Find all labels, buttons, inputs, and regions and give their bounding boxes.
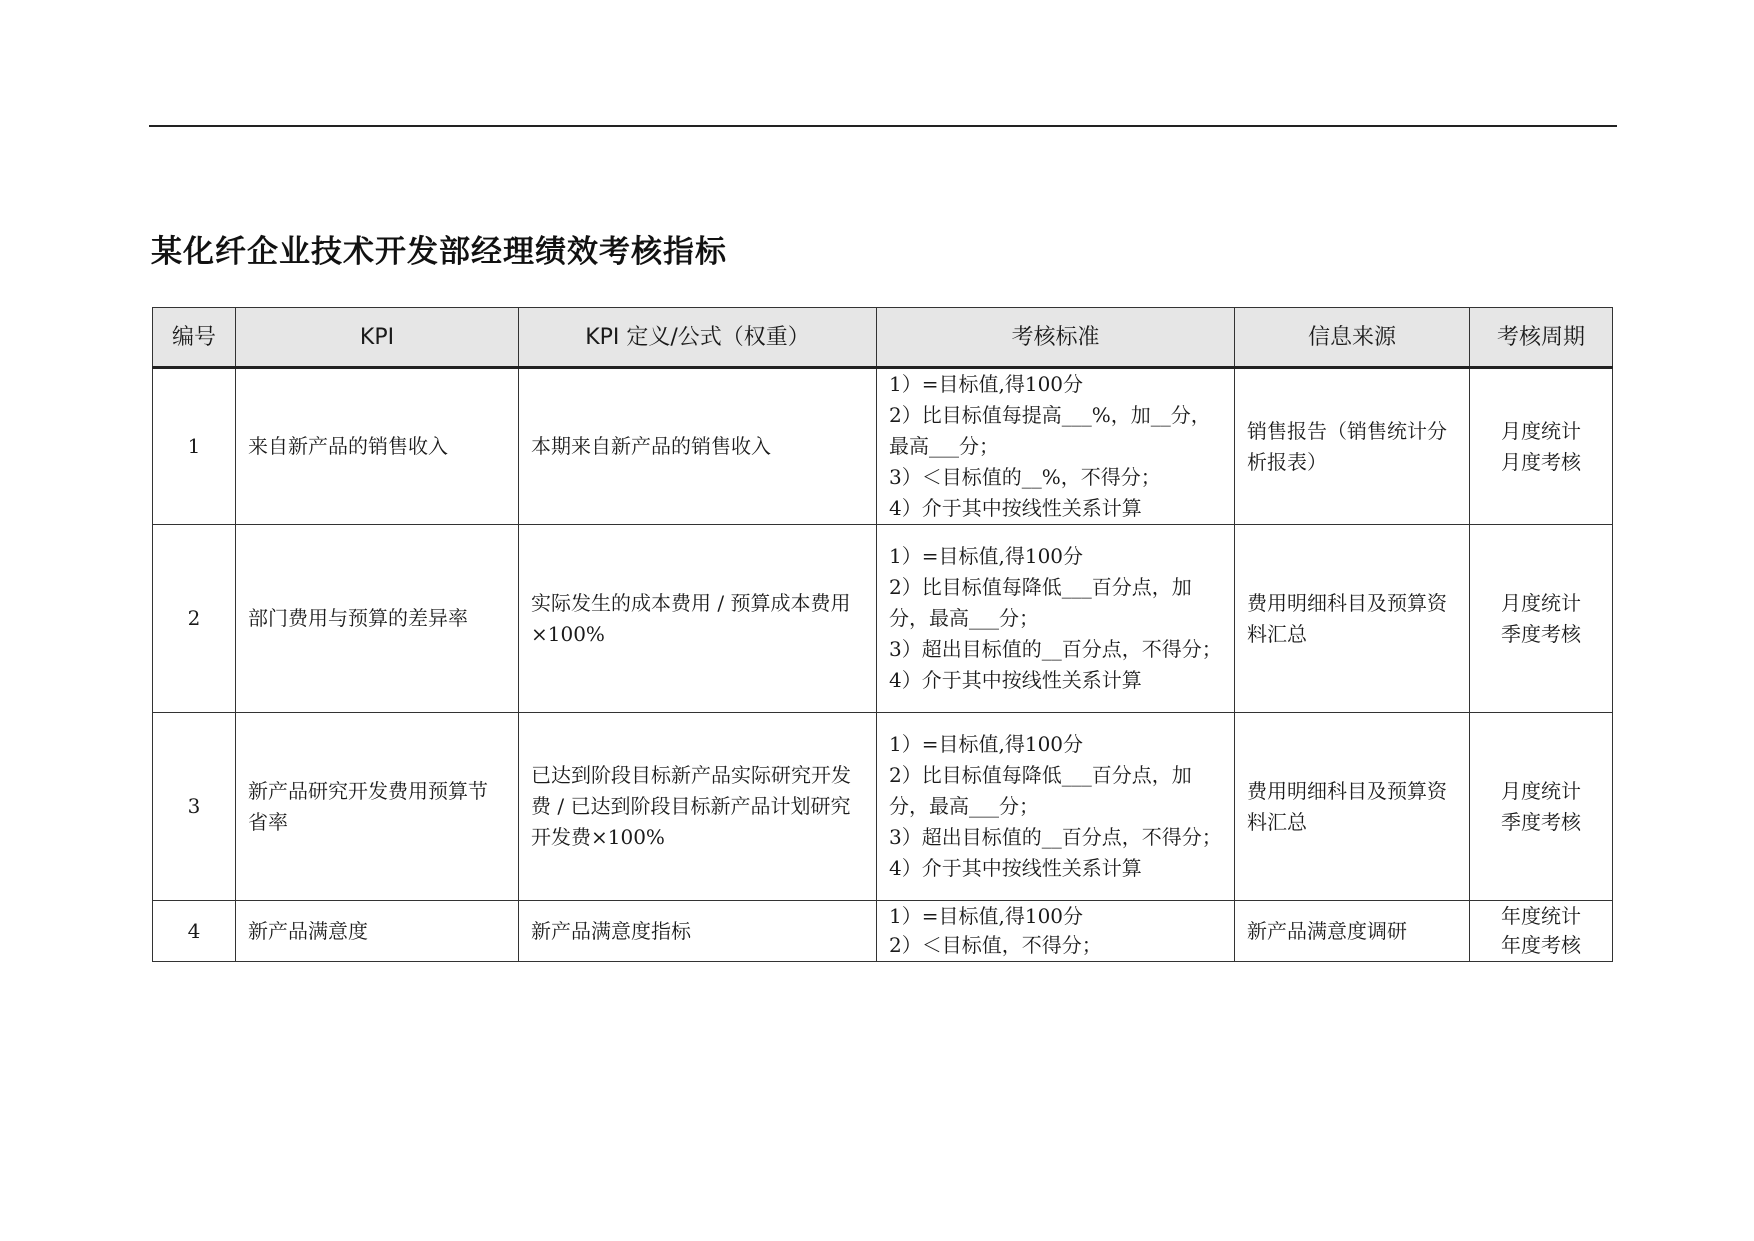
kpi-name: 新产品满意度 xyxy=(236,901,519,962)
table-row xyxy=(153,713,1613,901)
standard-line: 4）介于其中按线性关系计算 xyxy=(889,856,1142,880)
assessment-cycle xyxy=(1470,525,1613,713)
assessment-standard xyxy=(877,713,1235,901)
cycle-assess: 月度考核 xyxy=(1501,449,1581,474)
standard-line: 3）超出目标值的__百分点，不得分； xyxy=(889,825,1222,849)
row-number: 1 xyxy=(153,368,236,525)
standard-line: 2）比目标值每降低___百分点，加分，最高___分； xyxy=(889,575,1192,630)
table-row xyxy=(153,901,1613,962)
row-number: 2 xyxy=(153,525,236,713)
table-row xyxy=(153,525,1613,713)
kpi-table xyxy=(152,307,1613,962)
kpi-name: 新产品研究开发费用预算节省率 xyxy=(236,713,519,901)
table-row xyxy=(153,368,1613,525)
standard-line: 4）介于其中按线性关系计算 xyxy=(889,496,1142,520)
kpi-name: 部门费用与预算的差异率 xyxy=(236,525,519,713)
cycle-stat: 月度统计 xyxy=(1501,418,1581,443)
row-number: 3 xyxy=(153,713,236,901)
info-source: 新产品满意度调研 xyxy=(1235,901,1470,962)
cycle-assess: 季度考核 xyxy=(1501,621,1581,646)
standard-line: 1）=目标值,得100分 xyxy=(889,372,1084,396)
info-source: 费用明细科目及预算资料汇总 xyxy=(1235,525,1470,713)
assessment-cycle xyxy=(1470,901,1613,962)
assessment-standard xyxy=(877,368,1235,525)
kpi-definition: 本期来自新产品的销售收入 xyxy=(519,368,877,525)
standard-line: 最高___分； xyxy=(889,434,999,458)
header-standard: 考核标准 xyxy=(877,308,1235,368)
header-kpi: KPI xyxy=(236,308,519,368)
header-cycle: 考核周期 xyxy=(1470,308,1613,368)
standard-line: 4）介于其中按线性关系计算 xyxy=(889,668,1142,692)
assessment-standard xyxy=(877,901,1235,962)
standard-line: 2）比目标值每提高___%，加__分， xyxy=(889,403,1211,427)
header-source: 信息来源 xyxy=(1235,308,1470,368)
standard-line: 3）＜目标值的__%，不得分； xyxy=(889,465,1161,489)
cycle-assess: 年度考核 xyxy=(1501,933,1581,957)
standard-line: 2）＜目标值，不得分； xyxy=(889,933,1102,957)
info-source: 费用明细科目及预算资料汇总 xyxy=(1235,713,1470,901)
standard-line: 1）=目标值,得100分 xyxy=(889,904,1084,928)
assessment-standard xyxy=(877,525,1235,713)
assessment-cycle xyxy=(1470,368,1613,525)
kpi-name: 来自新产品的销售收入 xyxy=(236,368,519,525)
kpi-definition: 实际发生的成本费用 / 预算成本费用×100% xyxy=(519,525,877,713)
header-no: 编号 xyxy=(153,308,236,368)
standard-line: 2）比目标值每降低___百分点，加分，最高___分； xyxy=(889,763,1192,818)
header-definition: KPI 定义/公式（权重） xyxy=(519,308,877,368)
cycle-assess: 季度考核 xyxy=(1501,809,1581,834)
kpi-definition: 已达到阶段目标新产品实际研究开发费 / 已达到阶段目标新产品计划研究开发费×100% xyxy=(519,713,877,901)
standard-line: 1）=目标值,得100分 xyxy=(889,544,1084,568)
cycle-stat: 月度统计 xyxy=(1501,778,1581,803)
cycle-stat: 月度统计 xyxy=(1501,590,1581,615)
standard-line: 1）=目标值,得100分 xyxy=(889,732,1084,756)
assessment-cycle xyxy=(1470,713,1613,901)
header-rule xyxy=(149,125,1617,127)
table-header-row xyxy=(153,308,1613,368)
standard-line: 3）超出目标值的__百分点，不得分； xyxy=(889,637,1222,661)
kpi-definition: 新产品满意度指标 xyxy=(519,901,877,962)
info-source: 销售报告（销售统计分析报表） xyxy=(1235,368,1470,525)
document-title: 某化纤企业技术开发部经理绩效考核指标 xyxy=(151,234,727,270)
row-number: 4 xyxy=(153,901,236,962)
cycle-stat: 年度统计 xyxy=(1501,904,1581,928)
